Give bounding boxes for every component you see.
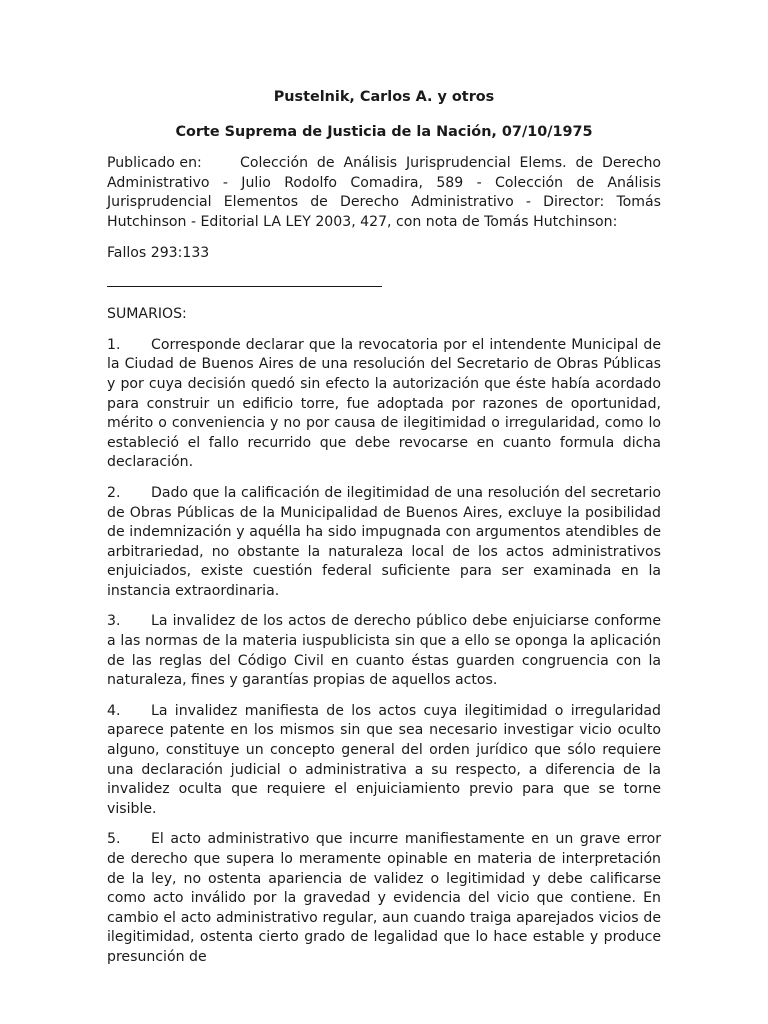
sumario-item-1 <box>107 336 661 473</box>
sumario-text: La invalidez de los actos de derecho público debe enjuiciarse conforme a las normas de la materia iuspublicista sin que a ello se oponga la aplicación de las reglas del Código Civil en cuanto éstas guarden congruencia con la naturaleza, fines y garantías propias de aquellos actos. <box>107 613 661 689</box>
sumario-item-5 <box>107 830 661 967</box>
sumario-item-4 <box>107 702 661 820</box>
sumario-text: La invalidez manifiesta de los actos cuya ilegitimidad o irregularidad aparece patente en los mismos sin que sea necesario investigar vicio oculto alguno, constituye un concepto general del orden jurídico que sólo requiere una declaración judicial o administrativa a su respecto, a diferencia de la invalidez oculta que requiere el enjuiciamiento previo para que se torne visible. <box>107 702 661 817</box>
sumario-number: 5. <box>107 831 121 848</box>
sumario-number: 3. <box>107 613 121 630</box>
fallos-reference: Fallos 293:133 <box>107 244 210 261</box>
sumario-number: 2. <box>107 484 121 501</box>
publication-info <box>107 154 661 232</box>
sumario-number: 4. <box>107 702 121 719</box>
separator-line <box>107 274 382 287</box>
sumario-text: Corresponde declarar que la revocatoria por el intendente Municipal de la Ciudad de Buenos Aires de una resolución del Secretario de Obras Públicas y por cuya decisión quedó sin efecto la autorización que éste había acordado para construir un edificio torre, fue adoptada por razones de oportunidad, mérito o conveniencia y no por causa de ilegitimidad o irregularidad, como lo estableció el fallo recurrido que debe revocarse en cuanto formula dicha declaración. <box>107 336 661 471</box>
sumario-item-2 <box>107 484 661 602</box>
sumario-number: 1. <box>107 336 121 353</box>
sumario-text: Dado que la calificación de ilegitimidad de una resolución del secretario de Obras Públicas de la Municipalidad de Buenos Aires, excluye la posibilidad de indemnización y aquélla ha sido impugnada con argumentos atendibles de arbitrariedad, no obstante la naturaleza local de los actos administrativos enjuiciados, existe cuestión federal suficiente para ser examinada en la instancia extraordinaria. <box>107 484 661 599</box>
document-page <box>107 88 661 979</box>
publication-text: Colección de Análisis Jurisprudencial Elems. de Derecho Administrativo - Julio Rodolfo Comadira, 589 - Colección de Análisis Jurisprudencial Elementos de Derecho Administrativo - Director: Tomás Hutchinson - Editorial LA LEY 2003, 427, con nota de Tomás Hutchinson: <box>107 155 661 230</box>
sumario-item-3 <box>107 612 661 690</box>
sumarios-heading: SUMARIOS: <box>107 306 187 323</box>
document-title: Pustelnik, Carlos A. y otros <box>273 89 495 105</box>
sumario-text: El acto administrativo que incurre manifiestamente en un grave error de derecho que supera lo meramente opinable en materia de interpretación de la ley, no ostenta apariencia de validez o legitimidad y debe calificarse como acto inválido por la gravedad y evidencia del vicio que contiene. En cambio el acto administrativo regular, aun cuando traiga aparejados vicios de ilegitimidad, ostenta cierto grado de legalidad que lo hace estable y produce presunción de <box>107 831 661 965</box>
publication-label: Publicado en: <box>107 155 202 172</box>
document-subtitle: Corte Suprema de Justicia de la Nación, 07/10/1975 <box>175 123 593 140</box>
